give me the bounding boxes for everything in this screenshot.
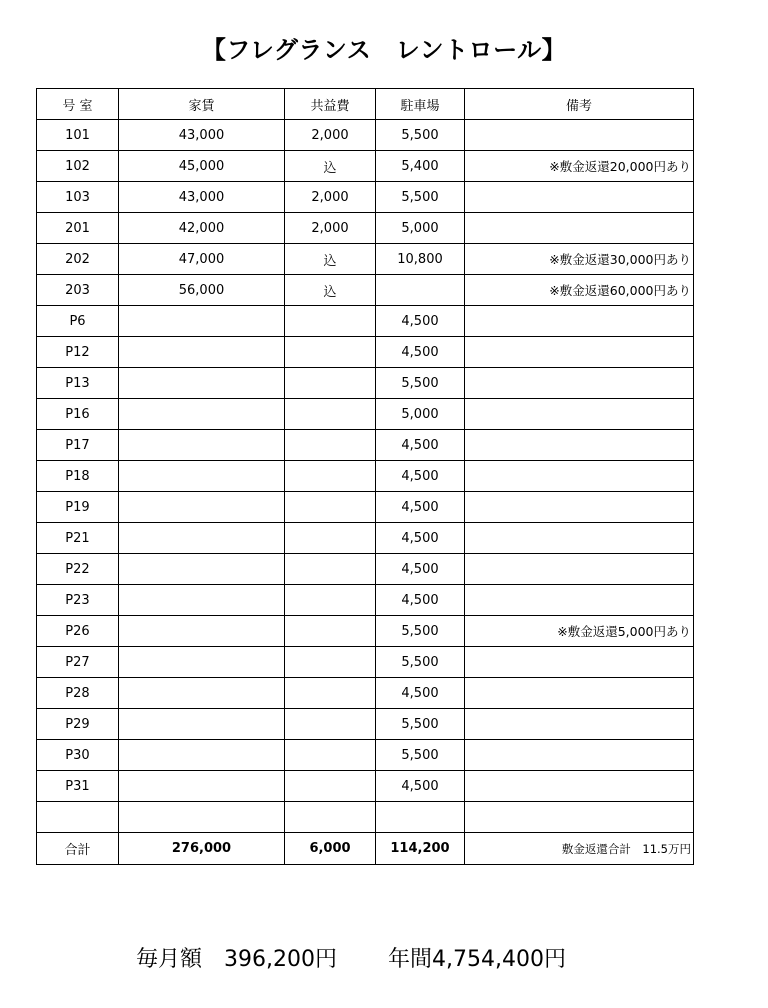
parking-cell: 4,500 (376, 771, 465, 802)
remarks-cell (465, 771, 694, 802)
remarks-cell (465, 368, 694, 399)
table-row (37, 647, 694, 678)
room-cell: P6 (37, 306, 119, 337)
parking-cell: 4,500 (376, 554, 465, 585)
rent-cell (119, 399, 285, 430)
rent-cell: 56,000 (119, 275, 285, 306)
remarks-cell (465, 678, 694, 709)
rent-cell: 42,000 (119, 213, 285, 244)
header-rent: 家賃 (119, 89, 285, 120)
parking-cell: 5,500 (376, 182, 465, 213)
rent-roll-table (36, 88, 694, 865)
parking-cell: 5,500 (376, 368, 465, 399)
yearly-amount: 年間4,754,400円 (388, 947, 566, 972)
parking-cell: 5,400 (376, 151, 465, 182)
common-fee-cell: 2,000 (285, 120, 376, 151)
rent-cell (119, 678, 285, 709)
document-title: 【フレグランス レントロール】 (201, 36, 567, 64)
remarks-cell (465, 213, 694, 244)
common-fee-cell (285, 306, 376, 337)
rent-cell (119, 368, 285, 399)
rent-cell (119, 585, 285, 616)
common-fee-cell (285, 771, 376, 802)
parking-cell (376, 802, 465, 833)
rent-cell (119, 771, 285, 802)
total-parking: 114,200 (376, 833, 465, 865)
table-row (37, 678, 694, 709)
room-cell: P17 (37, 430, 119, 461)
remarks-cell: ※敷金返還30,000円あり (465, 244, 694, 275)
remarks-cell (465, 492, 694, 523)
table-row (37, 430, 694, 461)
common-fee-cell (285, 709, 376, 740)
room-cell: 102 (37, 151, 119, 182)
room-cell: P26 (37, 616, 119, 647)
table-row (37, 399, 694, 430)
header-common-fee: 共益費 (285, 89, 376, 120)
room-cell: P28 (37, 678, 119, 709)
common-fee-cell: 2,000 (285, 213, 376, 244)
rent-cell (119, 461, 285, 492)
room-cell: P29 (37, 709, 119, 740)
table-row (37, 771, 694, 802)
remarks-cell (465, 461, 694, 492)
table-row (37, 523, 694, 554)
table-row (37, 554, 694, 585)
remarks-cell (465, 585, 694, 616)
parking-cell: 4,500 (376, 492, 465, 523)
rent-cell (119, 802, 285, 833)
total-common-fee: 6,000 (285, 833, 376, 865)
table-row (37, 616, 694, 647)
parking-cell: 5,000 (376, 213, 465, 244)
rent-cell: 45,000 (119, 151, 285, 182)
parking-cell: 5,500 (376, 616, 465, 647)
parking-cell: 4,500 (376, 461, 465, 492)
remarks-cell (465, 120, 694, 151)
rent-cell: 43,000 (119, 182, 285, 213)
rent-cell (119, 492, 285, 523)
parking-cell: 4,500 (376, 430, 465, 461)
room-cell: 202 (37, 244, 119, 275)
parking-cell: 10,800 (376, 244, 465, 275)
table-row (37, 802, 694, 833)
header-parking: 駐車場 (376, 89, 465, 120)
header-remarks: 備考 (465, 89, 694, 120)
header-room: 号 室 (37, 89, 119, 120)
room-cell: 203 (37, 275, 119, 306)
room-cell: 101 (37, 120, 119, 151)
table-row (37, 709, 694, 740)
room-cell: P16 (37, 399, 119, 430)
total-row (37, 833, 694, 865)
rent-cell (119, 554, 285, 585)
room-cell: P22 (37, 554, 119, 585)
table-row (37, 740, 694, 771)
total-rent: 276,000 (119, 833, 285, 865)
table-row (37, 461, 694, 492)
remarks-cell (465, 740, 694, 771)
room-cell: P12 (37, 337, 119, 368)
remarks-cell (465, 399, 694, 430)
rent-cell (119, 709, 285, 740)
common-fee-cell (285, 740, 376, 771)
table-row (37, 120, 694, 151)
parking-cell: 5,500 (376, 709, 465, 740)
rent-cell (119, 523, 285, 554)
table-row (37, 585, 694, 616)
room-cell: P30 (37, 740, 119, 771)
common-fee-cell (285, 368, 376, 399)
remarks-cell (465, 182, 694, 213)
table-row (37, 368, 694, 399)
common-fee-cell (285, 678, 376, 709)
common-fee-cell (285, 337, 376, 368)
remarks-cell: ※敷金返還60,000円あり (465, 275, 694, 306)
rent-cell: 47,000 (119, 244, 285, 275)
remarks-cell (465, 337, 694, 368)
remarks-cell: ※敷金返還5,000円あり (465, 616, 694, 647)
room-cell: P31 (37, 771, 119, 802)
monthly-amount: 毎月額 396,200円 (136, 947, 337, 972)
parking-cell: 4,500 (376, 337, 465, 368)
common-fee-cell (285, 616, 376, 647)
remarks-cell (465, 554, 694, 585)
table-row (37, 213, 694, 244)
parking-cell: 5,500 (376, 120, 465, 151)
common-fee-cell: 込 (285, 275, 376, 306)
remarks-cell: ※敷金返還20,000円あり (465, 151, 694, 182)
common-fee-cell (285, 802, 376, 833)
remarks-cell (465, 709, 694, 740)
table-row (37, 275, 694, 306)
parking-cell: 5,000 (376, 399, 465, 430)
room-cell (37, 802, 119, 833)
room-cell: P21 (37, 523, 119, 554)
rent-cell (119, 616, 285, 647)
table-body (37, 120, 694, 833)
room-cell: 201 (37, 213, 119, 244)
rent-cell (119, 647, 285, 678)
total-label: 合計 (37, 833, 119, 865)
remarks-cell (465, 647, 694, 678)
common-fee-cell: 込 (285, 151, 376, 182)
room-cell: P13 (37, 368, 119, 399)
common-fee-cell (285, 399, 376, 430)
rent-cell (119, 430, 285, 461)
common-fee-cell (285, 430, 376, 461)
parking-cell: 4,500 (376, 585, 465, 616)
rent-cell: 43,000 (119, 120, 285, 151)
parking-cell: 4,500 (376, 678, 465, 709)
room-cell: 103 (37, 182, 119, 213)
parking-cell: 5,500 (376, 647, 465, 678)
room-cell: P23 (37, 585, 119, 616)
remarks-cell (465, 430, 694, 461)
remarks-cell (465, 802, 694, 833)
common-fee-cell (285, 461, 376, 492)
room-cell: P27 (37, 647, 119, 678)
rent-cell (119, 337, 285, 368)
table-row (37, 337, 694, 368)
table-row (37, 492, 694, 523)
rent-cell (119, 740, 285, 771)
table-row (37, 244, 694, 275)
total-remarks: 敷金返還合計 11.5万円 (465, 833, 694, 865)
room-cell: P19 (37, 492, 119, 523)
common-fee-cell (285, 523, 376, 554)
common-fee-cell: 込 (285, 244, 376, 275)
parking-cell: 4,500 (376, 306, 465, 337)
table-row (37, 306, 694, 337)
parking-cell: 4,500 (376, 523, 465, 554)
common-fee-cell (285, 492, 376, 523)
parking-cell (376, 275, 465, 306)
parking-cell: 5,500 (376, 740, 465, 771)
common-fee-cell (285, 554, 376, 585)
rent-cell (119, 306, 285, 337)
remarks-cell (465, 306, 694, 337)
table-row (37, 182, 694, 213)
room-cell: P18 (37, 461, 119, 492)
common-fee-cell: 2,000 (285, 182, 376, 213)
table-row (37, 151, 694, 182)
table-header-row (37, 89, 694, 120)
remarks-cell (465, 523, 694, 554)
common-fee-cell (285, 585, 376, 616)
common-fee-cell (285, 647, 376, 678)
